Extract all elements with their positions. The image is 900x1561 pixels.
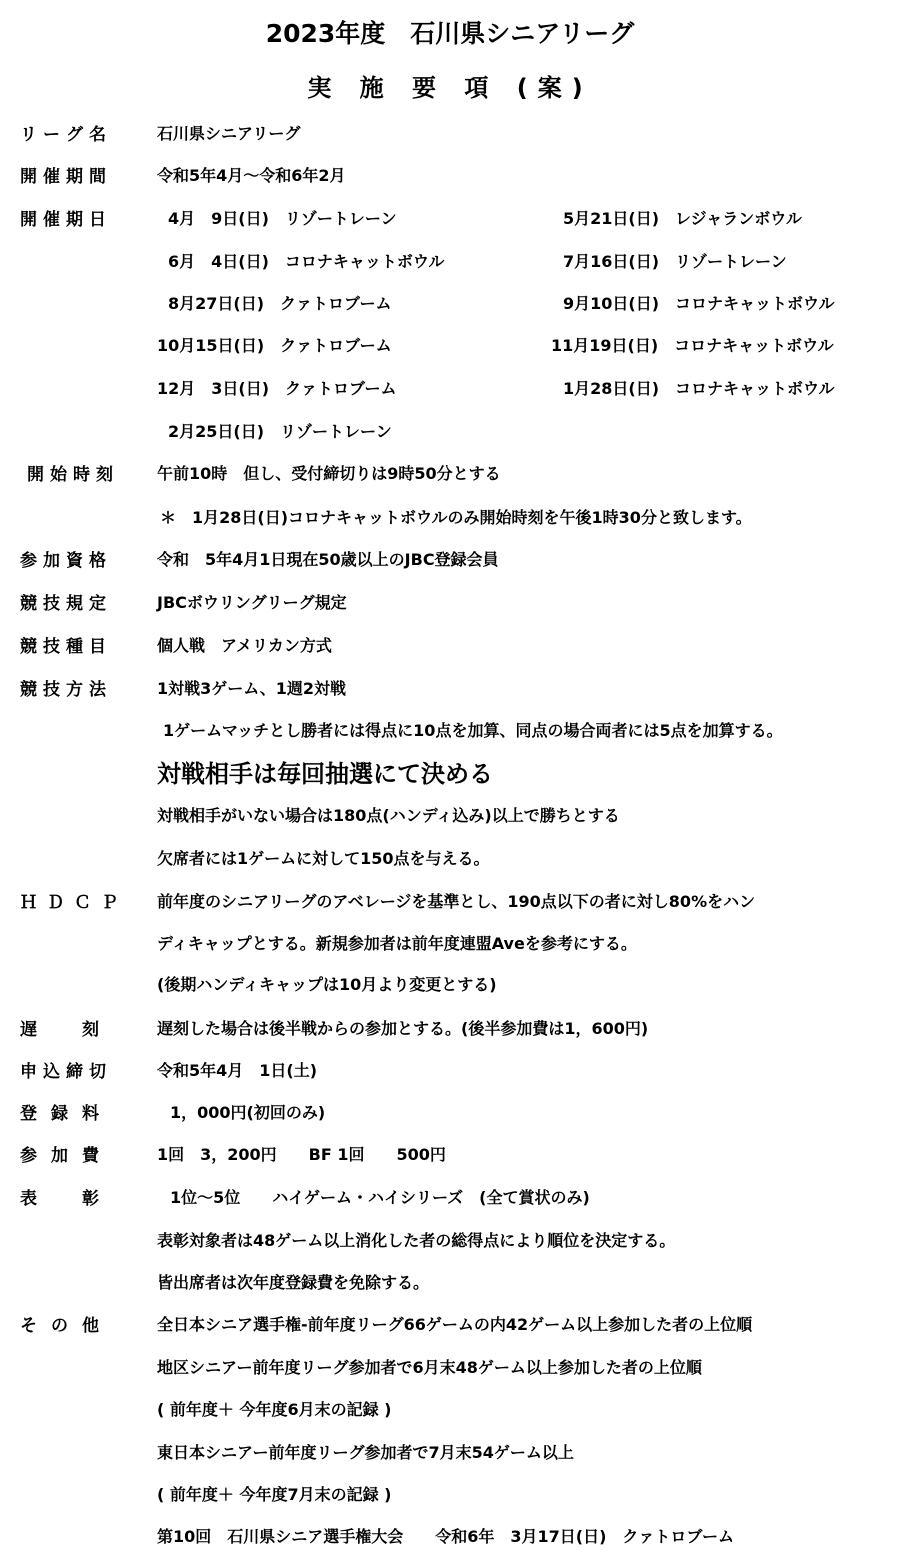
- rules-value: JBCボウリングリーグ規定: [157, 593, 347, 612]
- document-subtitle: 実 施 要 項 (案): [307, 74, 593, 102]
- league-value: 石川県シニアリーグ: [157, 124, 301, 143]
- reg-fee-value: 1，000円(初回のみ): [170, 1103, 326, 1122]
- schedule-right-2: 7月16日(日) リゾートレーン: [563, 252, 787, 271]
- awards-label: 表 彰: [20, 1189, 113, 1209]
- schedule-right-1: 5月21日(日) レジャランボウル: [563, 209, 802, 228]
- other-line-2: 地区シニアー前年度リーグ参加者で6月末48ゲーム以上参加した者の上位順: [157, 1358, 702, 1377]
- schedule-left-1: 4月 9日(日) リゾートレーン: [168, 209, 397, 228]
- deadline-value: 令和5年4月 1日(土): [157, 1061, 318, 1080]
- awards-line-2: 表彰対象者は48ゲーム以上消化した者の総得点により順位を決定する。: [157, 1231, 676, 1250]
- rules-label: 競技規定: [20, 594, 112, 614]
- start-value: 午前10時 但し、受付締切りは9時50分とする: [157, 464, 501, 483]
- late-label: 遅 刻: [20, 1020, 113, 1040]
- event-value: 個人戦 アメリカン方式: [157, 636, 332, 655]
- other-line-1: 全日本シニア選手権-前年度リーグ66ゲームの内42ゲーム以上参加した者の上位順: [157, 1315, 753, 1334]
- eligibility-label: 参加資格: [20, 551, 112, 571]
- other-line-3: ( 前年度＋ 今年度6月末の記録 ): [157, 1400, 392, 1419]
- schedule-right-5: 1月28日(日) コロナキャットボウル: [563, 379, 835, 398]
- schedule-right-4: 11月19日(日) コロナキャットボウル: [551, 336, 834, 355]
- late-value: 遅刻した場合は後半戦からの参加とする。(後半参加費は1，600円): [157, 1019, 649, 1038]
- reg-fee-label: 登録料: [20, 1104, 113, 1124]
- hdcp-label: ＨＤＣＰ: [20, 893, 128, 913]
- schedule-left-6: 2月25日(日) リゾートレーン: [168, 422, 392, 441]
- other-line-5: ( 前年度＋ 今年度7月末の記録 ): [157, 1485, 392, 1504]
- dates-label: 開催期日: [20, 210, 112, 230]
- other-line-6: 第10回 石川県シニア選手権大会 令和6年 3月17日(日) クァトロブーム: [157, 1527, 734, 1546]
- other-line-4: 東日本シニアー前年度リーグ参加者で7月末54ゲーム以上: [157, 1443, 574, 1462]
- schedule-left-4: 10月15日(日) クァトロブーム: [157, 336, 392, 355]
- schedule-left-3: 8月27日(日) クァトロブーム: [168, 294, 392, 313]
- method-line-3: 対戦相手は毎回抽選にて決める: [157, 760, 493, 788]
- league-label: リーグ名: [20, 125, 112, 145]
- period-value: 令和5年4月～令和6年2月: [157, 166, 346, 185]
- hdcp-line-2: ディキャップとする。新規参加者は前年度連盟Aveを参考にする。: [157, 934, 637, 953]
- schedule-right-3: 9月10日(日) コロナキャットボウル: [563, 294, 835, 313]
- awards-line-3: 皆出席者は次年度登録費を免除する。: [157, 1273, 430, 1292]
- schedule-left-5: 12月 3日(日) クァトロブーム: [157, 379, 397, 398]
- method-line-1: 1対戦3ゲーム、1週2対戦: [157, 679, 347, 698]
- eligibility-value: 令和 5年4月1日現在50歳以上のJBC登録会員: [157, 550, 499, 569]
- period-label: 開催期間: [20, 167, 112, 187]
- document-title: 2023年度 石川県シニアリーグ: [265, 19, 635, 48]
- event-label: 競技種目: [20, 637, 112, 657]
- other-label: その他: [20, 1316, 113, 1336]
- start-note: ＊ 1月28日(日)コロナキャットボウルのみ開始時刻を午後1時30分と致します。: [160, 508, 752, 527]
- method-label: 競技方法: [20, 680, 112, 700]
- start-label: 開始時刻: [27, 465, 119, 485]
- entry-fee-value: 1回 3，200円 BF 1回 500円: [157, 1145, 446, 1164]
- method-line-2: 1ゲームマッチとし勝者には得点に10点を加算、同点の場合両者には5点を加算する。: [163, 721, 783, 740]
- method-line-4: 対戦相手がいない場合は180点(ハンディ込み)以上で勝ちとする: [157, 806, 620, 825]
- method-line-5: 欠席者には1ゲームに対して150点を与える。: [157, 849, 490, 868]
- schedule-left-2: 6月 4日(日) コロナキャットボウル: [168, 252, 445, 271]
- hdcp-line-1: 前年度のシニアリーグのアベレージを基準とし、190点以下の者に対し80%をハン: [157, 892, 756, 911]
- deadline-label: 申込締切: [20, 1062, 112, 1082]
- hdcp-line-3: (後期ハンディキャップは10月より変更とする): [157, 975, 497, 994]
- awards-line-1: 1位～5位 ハイゲーム・ハイシリーズ (全て賞状のみ): [170, 1188, 590, 1207]
- entry-fee-label: 参加費: [20, 1146, 113, 1166]
